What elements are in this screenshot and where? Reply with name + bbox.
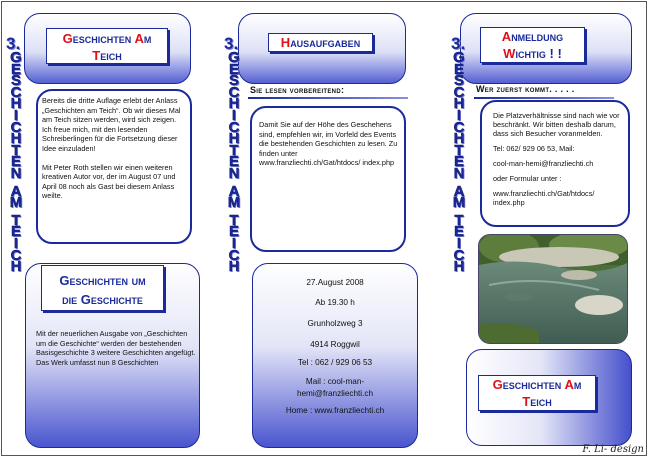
event-tel: Tel : 062 / 929 06 53	[297, 358, 373, 367]
event-city: 4914 Roggwil	[310, 340, 360, 349]
pond-image	[479, 235, 627, 343]
col2-text: Damit Sie auf der Höhe des Geschehens sind, empfehlen wir, im Vorfeld des Events die bestehenden Geschichten zu lesen. Zu finden unter www.franzliechti.ch/Gat/htdocs/ index.php	[259, 120, 398, 168]
col3-vertical-title	[446, 49, 472, 276]
event-home: Home : www.franzliechti.ch	[285, 406, 385, 415]
col1-vertical-word-3: TEICH	[10, 211, 22, 276]
col2-vertical-word-1: GESCHICHTEN	[228, 49, 240, 182]
col1-vertical-word-1: GESCHICHTEN	[10, 49, 22, 182]
col3-tel: Tel: 062/ 929 06 53, Mail:	[493, 143, 575, 153]
col1-intro-paragraph-2: Mit Peter Roth stellen wir einen weiteren kreativen Autor vor, der im August 07 und April 08 noch als Gast bei diesem Anlass weilte.	[42, 162, 176, 201]
col3-vertical-word-1: GESCHICHTEN	[453, 49, 465, 182]
col2-contact	[256, 274, 414, 420]
col2-vertical-word-3: TEICH	[228, 211, 240, 276]
col2-title-number: 3.	[224, 34, 239, 53]
col1-title-number: 3.	[6, 34, 21, 53]
col1-vertical-title	[3, 49, 29, 276]
col3-bottom-label: Geschichten Am Teich	[478, 375, 596, 411]
event-time: Ab 19.30 h	[315, 298, 355, 307]
col3-title-number: 3.	[451, 34, 466, 53]
col1-bottom-text: Mit der neuerlichen Ausgabe von „Geschichten um die Geschichte“ werden der bestehenden Basisgeschichte 3 weitere Geschichten angefügt. Das Werk umfasst nun 8 Geschichten	[36, 329, 196, 367]
col2-header-label: Hausaufgaben	[268, 33, 373, 52]
event-date: 27.August 2008	[306, 278, 364, 287]
designer-signature: F. Li- design	[582, 444, 644, 455]
col1-intro-paragraph-1: Bereits die dritte Auflage erlebt der Anlass „Geschichten am Teich“. Ob wir dieses Mal am Teich sitzen werden, wird sich zeigen. Ich freue mich, mit den lesenden Schreiberlingen für die Fortsetzung dieser Idee einzuladen!	[42, 96, 181, 153]
col1-intro-text	[42, 96, 184, 201]
col1-vertical-word-2: AM	[9, 182, 23, 212]
event-mail: Mail : cool-man-hemi@franzliechti.ch	[296, 377, 374, 398]
col2-vertical-title	[221, 49, 247, 276]
col2-vertical-word-2: AM	[227, 182, 241, 212]
col3-mail: cool-man-hemi@franzliechti.ch	[493, 158, 594, 168]
col1-bottom-label: Geschichten um die Geschichte	[41, 265, 164, 311]
col3-formular: oder Formular unter :	[493, 174, 562, 184]
col1-header-label: Geschichten Am Teich	[46, 28, 168, 64]
col2-subhead-line	[248, 97, 408, 99]
col3-subhead: Wer zuerst kommt. . . . .	[476, 84, 575, 94]
col3-header-label: Anmeldung Wichtig ! !	[480, 27, 585, 63]
pond-photo	[478, 234, 628, 344]
event-street: Grunholzweg 3	[307, 319, 363, 328]
col3-vertical-word-3: TEICH	[453, 211, 465, 276]
col3-url: www.franzliechti.ch/Gat/htdocs/ index.php	[493, 189, 595, 208]
col3-vertical-word-2: AM	[452, 182, 466, 212]
col2-subhead: Sie lesen vorbereitend:	[250, 85, 345, 95]
col3-paragraph: Die Platzverhältnisse sind nach wie vor beschränkt. Wir bitten deshalb darum, dass sich Besucher voranmelden.	[493, 111, 620, 139]
col3-subhead-line	[474, 97, 614, 99]
col3-text	[493, 111, 623, 208]
